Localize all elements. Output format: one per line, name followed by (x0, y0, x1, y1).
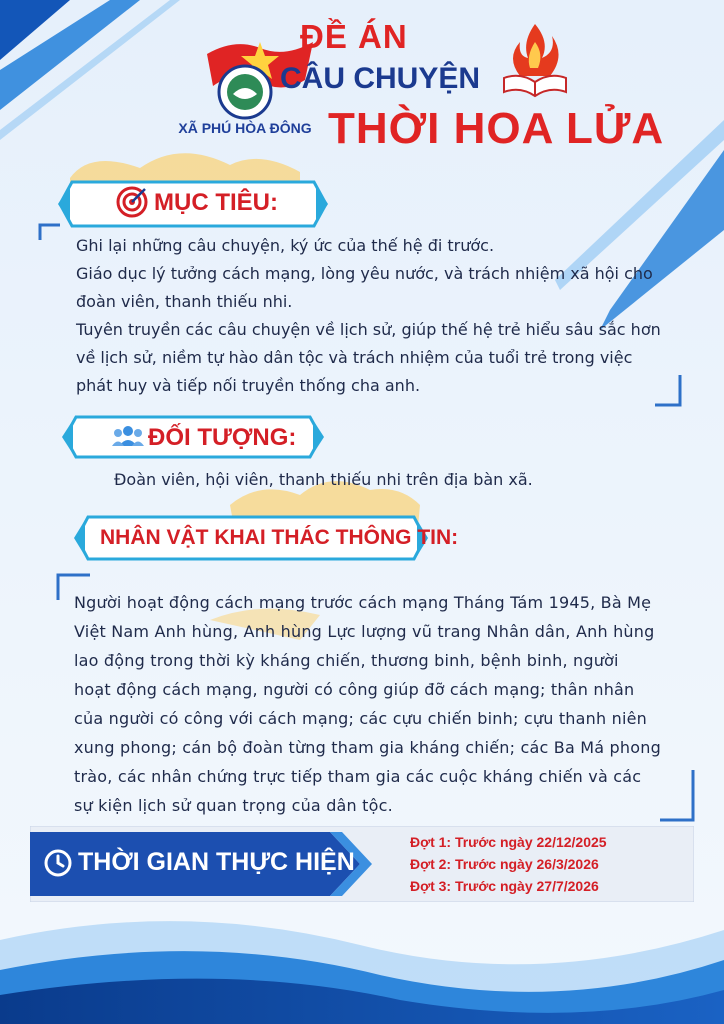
audience-heading: ĐỐI TƯỢNG: (148, 424, 297, 451)
audience-text: Đoàn viên, hội viên, thanh thiếu nhi trên địa bàn xã. (114, 470, 533, 489)
timeline-phase-2: Đợt 2: Trước ngày 26/3/2026 (410, 856, 599, 872)
commune-name: XÃ PHÚ HÒA ĐÔNG (178, 120, 312, 136)
project-title-line1: ĐỀ ÁN (300, 18, 408, 55)
objective-text (76, 232, 676, 400)
characters-line: Người hoạt động cách mạng trước cách mạng Tháng Tám 1945, Bà Mẹ (74, 593, 652, 612)
characters-line: lao động trong thời kỳ kháng chiến, thương binh, bệnh binh, người (74, 651, 619, 670)
timeline-heading: THỜI GIAN THỰC HIỆN (78, 848, 355, 876)
objective-line: Giáo dục lý tưởng cách mạng, lòng yêu nước, và trách nhiệm xã hội cho (76, 264, 653, 283)
characters-heading: NHÂN VẬT KHAI THÁC THÔNG TIN: (100, 526, 459, 549)
objective-line: đoàn viên, thanh thiếu nhi. (76, 292, 293, 311)
characters-heading-wrap (100, 516, 458, 560)
characters-text (74, 588, 688, 820)
objective-line: Ghi lại những câu chuyện, ký ức của thế hệ đi trước. (76, 236, 495, 255)
characters-line: Việt Nam Anh hùng, Anh hùng Lực lượng vũ trang Nhân dân, Anh hùng (74, 622, 655, 641)
objective-line: về lịch sử, niềm tự hào dân tộc và trách nhiệm của tuổi trẻ trong việc (76, 348, 633, 367)
objective-heading-wrap (154, 181, 278, 225)
characters-line: trào, các nhân chứng trực tiếp tham gia các cuộc kháng chiến và các (74, 767, 642, 786)
book-flame-icon (500, 22, 570, 102)
characters-line: xung phong; cán bộ đoàn từng tham gia kháng chiến; các Ba Má phong (74, 738, 661, 757)
target-icon (116, 186, 148, 218)
characters-line: sự kiện lịch sử quan trọng của dân tộc. (74, 796, 393, 815)
timeline-phase-3: Đợt 3: Trước ngày 27/7/2026 (410, 878, 599, 894)
objective-line: phát huy và tiếp nối truyền thống cha anh. (76, 376, 421, 395)
people-group-icon (112, 424, 144, 448)
characters-line: hoạt động cách mạng, người có công giúp đỡ cách mạng; thân nhân (74, 680, 635, 699)
objective-line: Tuyên truyền các câu chuyện về lịch sử, giúp thế hệ trẻ hiểu sâu sắc hơn (76, 320, 661, 339)
characters-line: của người có công với cách mạng; các cựu chiến binh; cựu thanh niên (74, 709, 647, 728)
clock-icon (44, 849, 72, 877)
project-title-line3: THỜI HOA LỬA (328, 104, 665, 153)
audience-heading-wrap (148, 416, 296, 460)
timeline-phase-1: Đợt 1: Trước ngày 22/12/2025 (410, 834, 607, 850)
objective-heading: MỤC TIÊU: (154, 189, 278, 216)
project-title-line2: CÂU CHUYỆN (280, 62, 481, 95)
